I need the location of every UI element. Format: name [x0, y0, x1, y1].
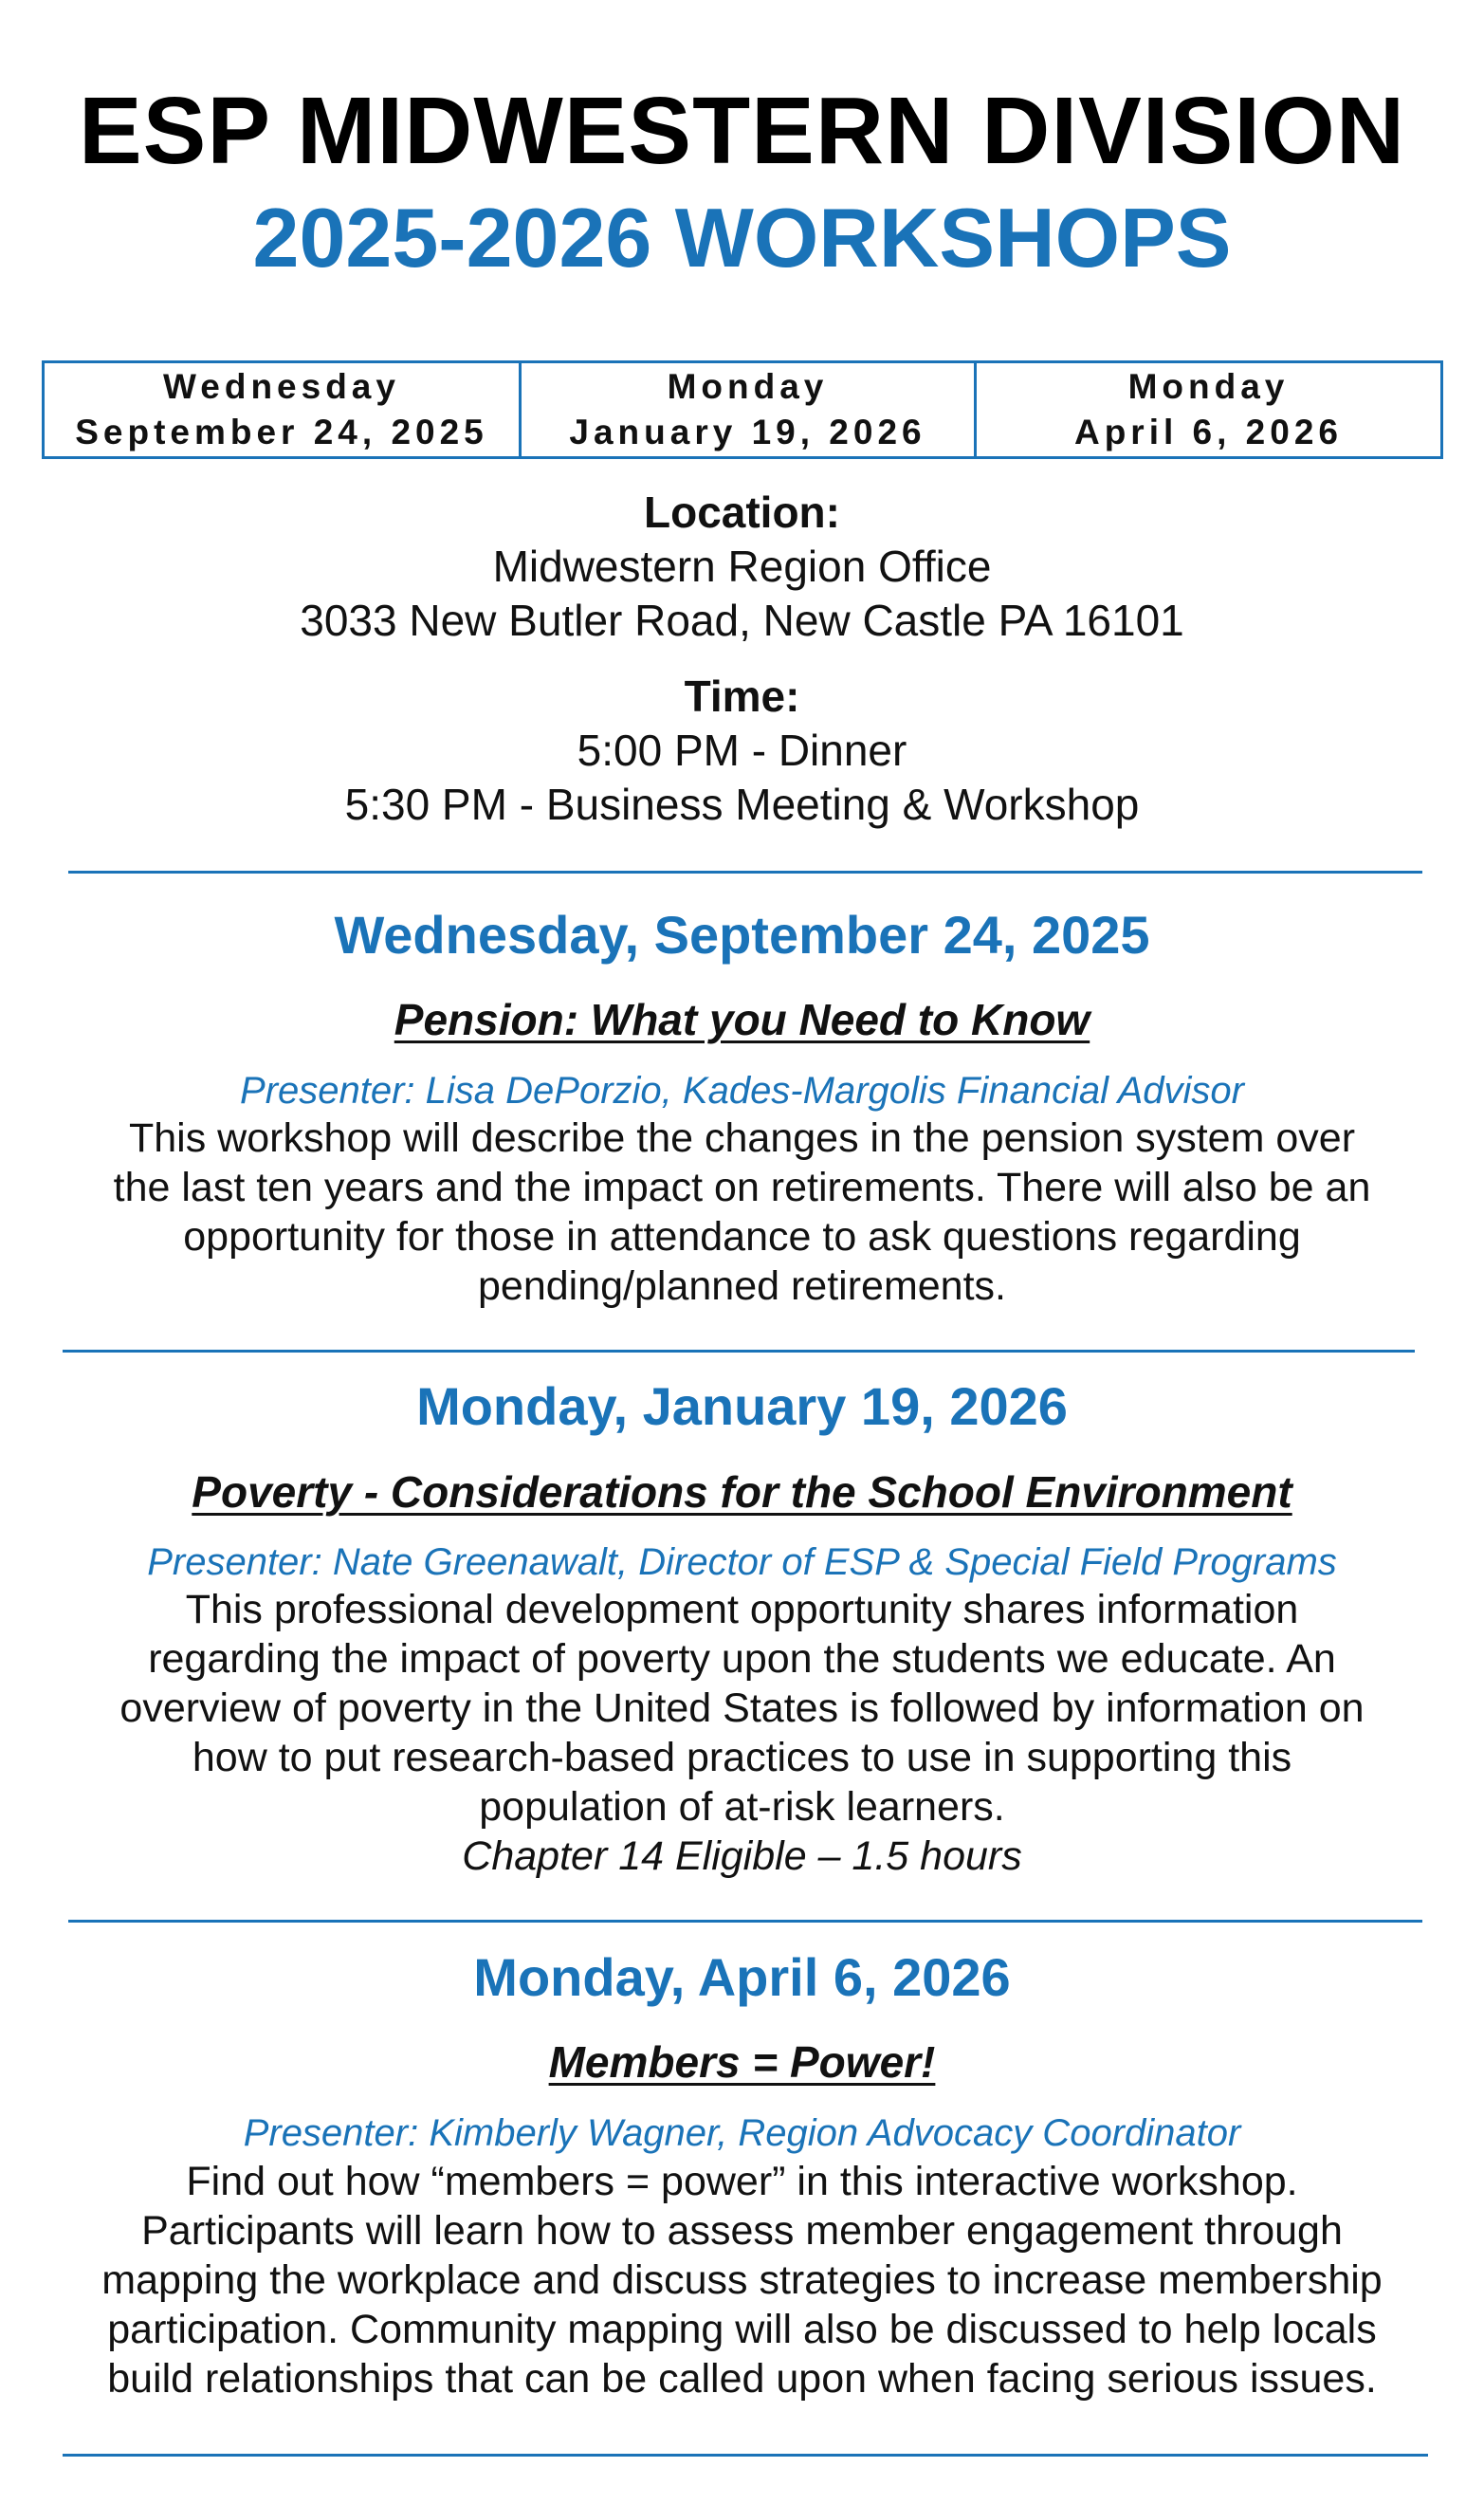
description-line: Participants will learn how to assess member engagement through [141, 2208, 1343, 2254]
description-line: This workshop will describe the changes in the pension system over [128, 1115, 1356, 1161]
description-line: build relationships that can be called upon when facing serious issues. [107, 2356, 1377, 2402]
session-description [57, 2157, 1427, 2403]
session-title: Poverty - Considerations for the School Environment [192, 1467, 1292, 1517]
session-description [57, 1585, 1427, 1881]
description-line: mapping the workplace and discuss strategies to increase membership [101, 2257, 1383, 2303]
description-line: how to put research-based practices to use in supporting this [192, 1735, 1292, 1780]
date-cell [977, 363, 1440, 456]
description-line: This professional development opportunity shares information [185, 1587, 1299, 1632]
date-cell-date: September 24, 2025 [75, 413, 488, 451]
session-title: Members = Power! [548, 2037, 936, 2087]
description-line: opportunity for those in attendance to ask questions regarding [183, 1214, 1301, 1260]
page-subtitle: 2025-2026 WORKSHOPS [252, 191, 1232, 285]
section-divider [68, 1920, 1422, 1923]
session-note: Chapter 14 Eligible – 1.5 hours [462, 1833, 1022, 1879]
description-line: the last ten years and the impact on retirements. There will also be an [113, 1165, 1371, 1210]
time-line-dinner: 5:00 PM - Dinner [577, 726, 907, 775]
workshop-dates-table [42, 360, 1443, 459]
description-line: Find out how “members = power” in this interactive workshop. [186, 2159, 1298, 2204]
date-cell-day: Monday [667, 367, 829, 406]
session-presenter: Presenter: Kimberly Wagner, Region Advocacy Coordinator [243, 2112, 1241, 2154]
date-cell-day: Wednesday [163, 367, 400, 406]
location-address: 3033 New Butler Road, New Castle PA 16101 [300, 596, 1184, 645]
date-cell [45, 363, 522, 456]
description-line: participation. Community mapping will also be discussed to help locals [107, 2307, 1377, 2352]
time-label: Time: [684, 672, 800, 721]
description-line: pending/planned retirements. [478, 1263, 1006, 1309]
session-title: Pension: What you Need to Know [394, 995, 1090, 1044]
section-divider [63, 1350, 1415, 1353]
section-divider [68, 871, 1422, 874]
date-cell-day: Monday [1127, 367, 1290, 406]
page-title: ESP MIDWESTERN DIVISION [78, 78, 1406, 184]
session-presenter: Presenter: Lisa DePorzio, Kades-Margolis Financial Advisor [240, 1070, 1244, 1112]
session-presenter: Presenter: Nate Greenawalt, Director of ESP & Special Field Programs [147, 1541, 1337, 1583]
time-block [0, 670, 1484, 832]
location-block [0, 486, 1484, 648]
section-divider [63, 2454, 1428, 2457]
session-date: Monday, January 19, 2026 [416, 1376, 1068, 1436]
date-cell-date: April 6, 2026 [1073, 413, 1343, 451]
time-line-meeting: 5:30 PM - Business Meeting & Workshop [344, 780, 1140, 829]
description-line: population of at-risk learners. [479, 1784, 1005, 1830]
date-cell-date: January 19, 2026 [569, 413, 926, 451]
location-name: Midwestern Region Office [492, 542, 992, 591]
description-line: overview of poverty in the United States is followed by information on [119, 1685, 1365, 1731]
location-label: Location: [644, 488, 840, 537]
session-date: Wednesday, September 24, 2025 [334, 905, 1150, 965]
description-line: regarding the impact of poverty upon the students we educate. An [148, 1636, 1336, 1682]
date-cell [522, 363, 977, 456]
session-description [57, 1114, 1427, 1311]
session-date: Monday, April 6, 2026 [473, 1947, 1011, 2007]
